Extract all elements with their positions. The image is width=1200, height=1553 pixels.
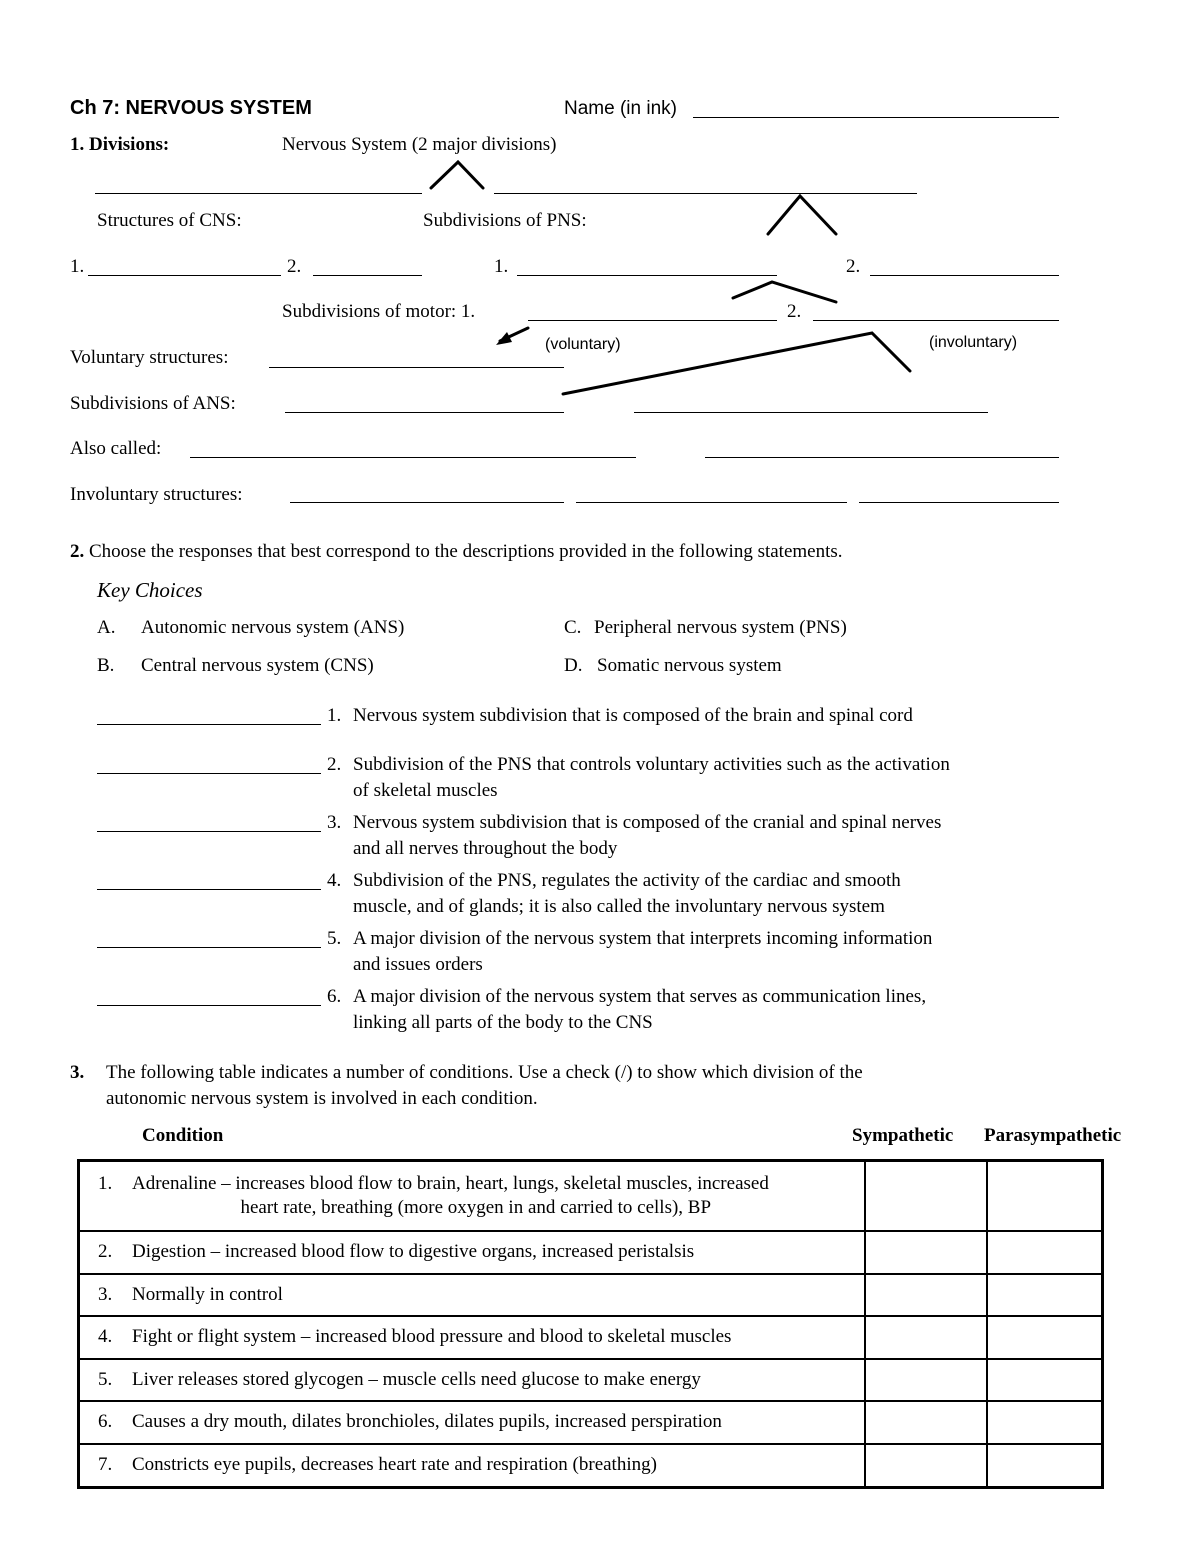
- sympathetic-check-cell[interactable]: [865, 1161, 987, 1231]
- table-row: [79, 1231, 1103, 1274]
- answer-blank-5[interactable]: [97, 947, 321, 948]
- also-called-label: Also called:: [70, 438, 162, 459]
- table-row: [79, 1359, 1103, 1401]
- nervous-system-root: Nervous System (2 major divisions): [282, 134, 557, 155]
- choice-c-text: Peripheral nervous system (PNS): [594, 617, 847, 638]
- section2-instructions: 2. Choose the responses that best correspond to the descriptions provided in the following statements.: [70, 541, 843, 562]
- involuntary-connector: [563, 333, 910, 394]
- item-number-2: 2.: [327, 754, 342, 775]
- column-header-sympathetic: Sympathetic: [852, 1125, 954, 1146]
- choice-a-text: Autonomic nervous system (ANS): [141, 617, 405, 638]
- column-header-condition: Condition: [142, 1125, 224, 1146]
- table-row: [79, 1274, 1103, 1316]
- choice-c-letter: C.: [564, 617, 582, 638]
- pns-subdivision-caret: [768, 196, 836, 234]
- choice-d-letter: D.: [564, 655, 583, 676]
- condition-cell: 4. Fight or flight system – increased blood pressure and blood to skeletal muscles: [79, 1316, 865, 1359]
- item-number-3: 3.: [327, 812, 342, 833]
- involuntary-tag: (involuntary): [929, 334, 1018, 351]
- table-row: [79, 1316, 1103, 1359]
- item-text-2-line1: Subdivision of the PNS that controls voluntary activities such as the activation: [353, 754, 950, 775]
- choice-d-text: Somatic nervous system: [597, 655, 782, 676]
- division-connector-lines: [0, 0, 1200, 560]
- item-text-4-line2: muscle, and of glands; it is also called the involuntary nervous system: [353, 896, 885, 917]
- item-number-1: 1.: [327, 705, 342, 726]
- condition-cell: 1. Adrenaline – increases blood flow to brain, heart, lungs, skeletal muscles, increased heart rate, breathing (more oxygen in and carried to cells), BP: [79, 1161, 865, 1231]
- condition-cell: 7. Constricts eye pupils, decreases heart rate and respiration (breathing): [79, 1444, 865, 1488]
- item-text-3-line2: and all nerves throughout the body: [353, 838, 618, 859]
- answer-blank-6[interactable]: [97, 1005, 321, 1006]
- parasympathetic-check-cell[interactable]: [987, 1231, 1103, 1274]
- parasympathetic-check-cell[interactable]: [987, 1359, 1103, 1401]
- pns-num-1: 1.: [494, 256, 509, 277]
- voluntary-tag: (voluntary): [545, 336, 621, 353]
- cns-structures-label: Structures of CNS:: [97, 210, 242, 231]
- condition-cell: 6. Causes a dry mouth, dilates bronchioles, dilates pupils, increased perspiration: [79, 1401, 865, 1444]
- cns-num-1: 1.: [70, 256, 85, 277]
- section1-heading: 1. Divisions:: [70, 134, 170, 155]
- voluntary-structures-label: Voluntary structures:: [70, 347, 229, 368]
- sympathetic-check-cell[interactable]: [865, 1444, 987, 1488]
- parasympathetic-check-cell[interactable]: [987, 1444, 1103, 1488]
- answer-blank-4[interactable]: [97, 889, 321, 890]
- pns-subdivisions-label: Subdivisions of PNS:: [423, 210, 587, 231]
- condition-cell: 5. Liver releases stored glycogen – muscle cells need glucose to make energy: [79, 1359, 865, 1401]
- item-text-4-line1: Subdivision of the PNS, regulates the activity of the cardiac and smooth: [353, 870, 901, 891]
- choice-a-letter: A.: [97, 617, 116, 638]
- parasympathetic-check-cell[interactable]: [987, 1274, 1103, 1316]
- item-text-6-line2: linking all parts of the body to the CNS: [353, 1012, 653, 1033]
- item-text-3-line1: Nervous system subdivision that is composed of the cranial and spinal nerves: [353, 812, 942, 833]
- sympathetic-check-cell[interactable]: [865, 1359, 987, 1401]
- pns-num-2: 2.: [846, 256, 861, 277]
- cns-num-2: 2.: [287, 256, 302, 277]
- parasympathetic-check-cell[interactable]: [987, 1316, 1103, 1359]
- column-header-parasympathetic: Parasympathetic: [984, 1125, 1122, 1146]
- voluntary-arrow-head: [496, 332, 512, 345]
- item-text-5-line1: A major division of the nervous system that interprets incoming information: [353, 928, 933, 949]
- parasympathetic-check-cell[interactable]: [987, 1401, 1103, 1444]
- ans-subdivisions-label: Subdivisions of ANS:: [70, 393, 236, 414]
- item-number-5: 5.: [327, 928, 342, 949]
- item-number-6: 6.: [327, 986, 342, 1007]
- sympathetic-check-cell[interactable]: [865, 1274, 987, 1316]
- motor-subdivisions-label: Subdivisions of motor: 1.: [282, 301, 476, 322]
- table-row: [79, 1444, 1103, 1488]
- table-row: [79, 1161, 1103, 1231]
- answer-blank-2[interactable]: [97, 773, 321, 774]
- sympathetic-check-cell[interactable]: [865, 1401, 987, 1444]
- choice-b-text: Central nervous system (CNS): [141, 655, 374, 676]
- section3-number: 3.: [70, 1062, 85, 1083]
- item-text-1: Nervous system subdivision that is composed of the brain and spinal cord: [353, 705, 913, 726]
- item-text-6-line1: A major division of the nervous system that serves as communication lines,: [353, 986, 927, 1007]
- sympathetic-check-cell[interactable]: [865, 1231, 987, 1274]
- involuntary-structures-label: Involuntary structures:: [70, 484, 243, 505]
- table-row: [79, 1401, 1103, 1444]
- key-choices-heading: Key Choices: [97, 578, 203, 602]
- answer-blank-3[interactable]: [97, 831, 321, 832]
- section3-instructions-line1: The following table indicates a number of conditions. Use a check (/) to show which division of the: [106, 1062, 863, 1083]
- conditions-table: [77, 1159, 1104, 1489]
- sympathetic-check-cell[interactable]: [865, 1316, 987, 1359]
- condition-cell: 2. Digestion – increased blood flow to digestive organs, increased peristalsis: [79, 1231, 865, 1274]
- section3-instructions-line2: autonomic nervous system is involved in each condition.: [106, 1088, 538, 1109]
- motor-num-2: 2.: [787, 301, 802, 322]
- item-text-2-line2: of skeletal muscles: [353, 780, 498, 801]
- item-text-5-line2: and issues orders: [353, 954, 483, 975]
- parasympathetic-check-cell[interactable]: [987, 1161, 1103, 1231]
- major-division-caret: [431, 162, 483, 188]
- answer-blank-1[interactable]: [97, 724, 321, 725]
- choice-b-letter: B.: [97, 655, 115, 676]
- name-label: Name (in ink): [564, 98, 677, 119]
- motor-subdivision-caret: [733, 282, 836, 302]
- page-title: Ch 7: NERVOUS SYSTEM: [70, 97, 312, 119]
- item-number-4: 4.: [327, 870, 342, 891]
- condition-cell: 3. Normally in control: [79, 1274, 865, 1316]
